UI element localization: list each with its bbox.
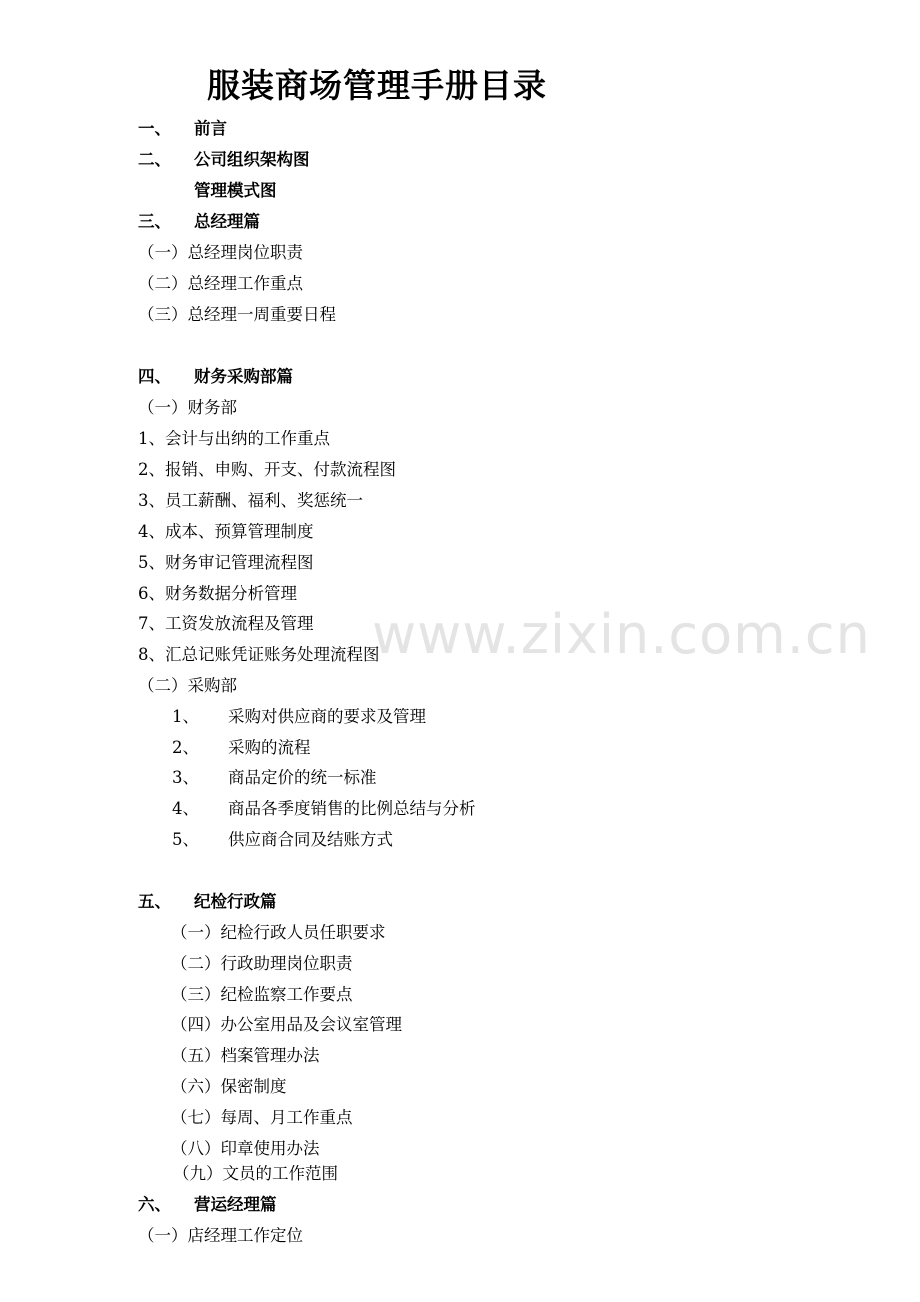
toc-item: 4、成本、预算管理制度 [138, 522, 314, 541]
toc-item: （八）印章使用办法 [171, 1139, 320, 1158]
section-number: 四、 [138, 367, 171, 386]
item-number: 3、 [172, 768, 199, 787]
toc-item: （一）店经理工作定位 [138, 1226, 303, 1245]
section-label: 财务采购部篇 [194, 367, 293, 386]
item-number: 2、 [172, 738, 199, 757]
toc-item [172, 798, 476, 820]
toc-section-mgmt-model [194, 180, 277, 202]
item-label: 商品各季度销售的比例总结与分析 [228, 799, 476, 818]
item-label: 采购对供应商的要求及管理 [228, 707, 426, 726]
section-label: 管理模式图 [194, 181, 277, 200]
toc-item: 2、报销、申购、开支、付款流程图 [138, 460, 396, 479]
toc-item [172, 767, 377, 789]
toc-section-discipline-admin [138, 891, 277, 913]
toc-item: （三）总经理一周重要日程 [138, 305, 336, 324]
toc-subsection-purchasing: （二）采购部 [138, 676, 237, 695]
toc-item: （二）总经理工作重点 [138, 274, 303, 293]
toc-item [172, 829, 393, 851]
toc-item: （一）总经理岗位职责 [138, 243, 303, 262]
toc-item: （一）纪检行政人员任职要求 [171, 923, 386, 942]
section-label: 营运经理篇 [194, 1195, 277, 1214]
toc-item: 5、财务审记管理流程图 [138, 553, 314, 572]
section-label: 纪检行政篇 [194, 892, 277, 911]
toc-item: （五）档案管理办法 [171, 1046, 320, 1065]
toc-item: （九）文员的工作范围 [173, 1164, 338, 1183]
toc-item: 1、会计与出纳的工作重点 [138, 429, 330, 448]
toc-section-finance-purchasing [138, 366, 293, 388]
section-number: 二、 [138, 150, 171, 169]
toc-section-org-chart [138, 149, 310, 171]
toc-item: （四）办公室用品及会议室管理 [171, 1015, 402, 1034]
watermark: www.zixin.com.cn [372, 603, 871, 666]
section-number: 三、 [138, 212, 171, 231]
item-number: 1、 [172, 707, 199, 726]
section-label: 总经理篇 [194, 212, 260, 231]
toc-section-gm [138, 211, 260, 233]
toc-section-operations [138, 1194, 277, 1216]
item-label: 供应商合同及结账方式 [228, 830, 393, 849]
toc-item: （二）行政助理岗位职责 [171, 954, 353, 973]
section-label: 公司组织架构图 [194, 150, 310, 169]
toc-subsection-finance: （一）财务部 [138, 398, 237, 417]
page-title: 服装商场管理手册目录 [207, 66, 547, 105]
toc-item: （三）纪检监察工作要点 [171, 985, 353, 1004]
toc-item: 6、财务数据分析管理 [138, 584, 297, 603]
section-number: 六、 [138, 1195, 171, 1214]
item-label: 商品定价的统一标准 [228, 768, 377, 787]
toc-item [172, 737, 311, 759]
toc-item: （七）每周、月工作重点 [171, 1108, 353, 1127]
toc-item: 7、工资发放流程及管理 [138, 614, 314, 633]
item-number: 5、 [172, 830, 199, 849]
item-label: 采购的流程 [228, 738, 311, 757]
toc-section-preface [138, 118, 227, 140]
toc-item: 8、汇总记账凭证账务处理流程图 [138, 645, 380, 664]
section-number: 五、 [138, 892, 171, 911]
toc-item [172, 706, 426, 728]
item-number: 4、 [172, 799, 199, 818]
section-label: 前言 [194, 119, 227, 138]
toc-item: 3、员工薪酬、福利、奖惩统一 [138, 491, 363, 510]
toc-item: （六）保密制度 [171, 1077, 287, 1096]
section-number: 一、 [138, 119, 171, 138]
